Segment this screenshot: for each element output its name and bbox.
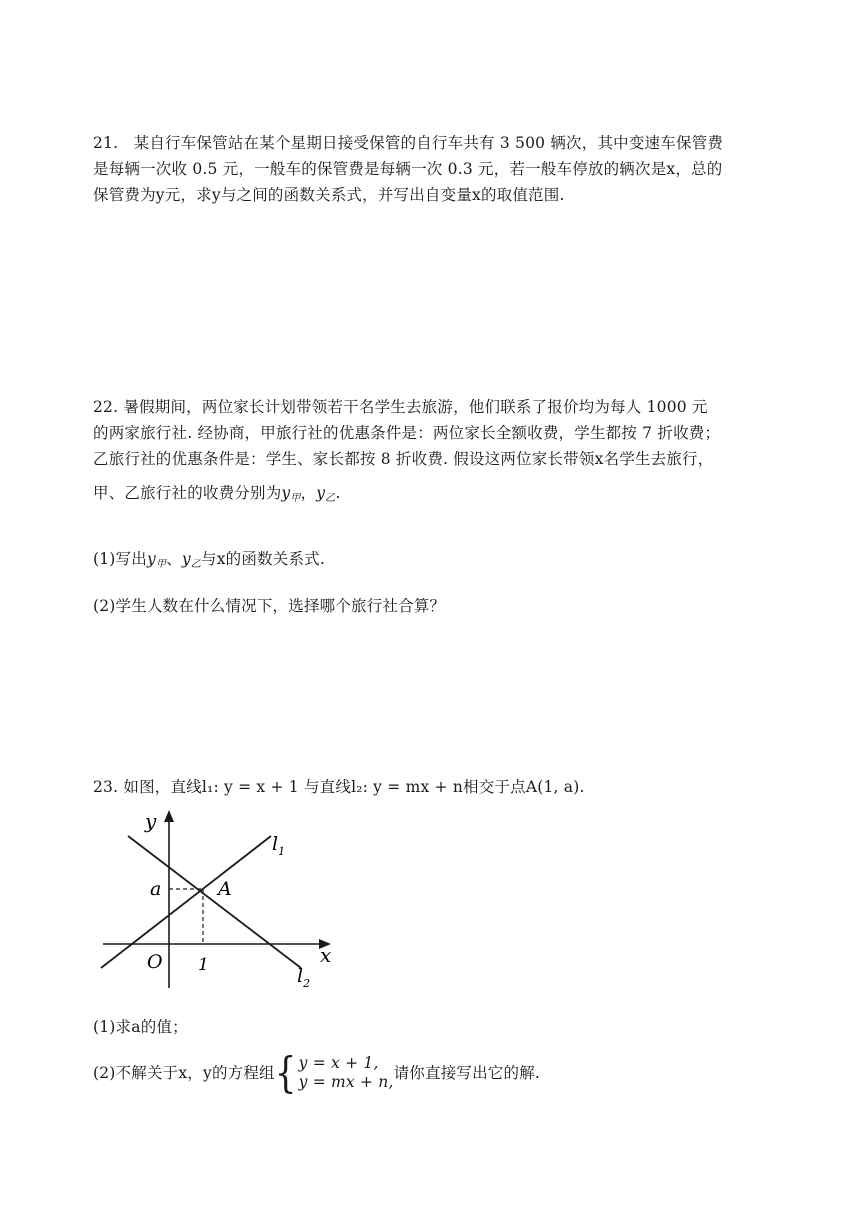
label-A: A <box>218 878 232 900</box>
label-l1: $l_1$ <box>272 833 286 858</box>
label-x: x <box>320 943 332 967</box>
q22-line-2: 的两家旅行社. 经协商，甲旅行社的优惠条件是：两位家长全额收费，学生都按 7 折收费； <box>93 424 721 442</box>
q21-line-3: 保管费为y元，求y与之间的函数关系式，并写出自变量x的取值范围. <box>93 186 565 204</box>
q21-line-1: 21. 某自行车保管站在某个星期日接受保管的自行车共有 3 500 辆次，其中变速车保管费 <box>93 134 724 152</box>
question-23: 23. 如图，直线l₁: y = x + 1 与直线l₂: y = mx + n相交于点A(1, a). <box>93 778 585 796</box>
question-22 <box>93 394 773 512</box>
q21-line-2: 是每辆一次收 0.5 元，一般车的保管费是每辆一次 0.3 元，若一般车停放的辆次是x，总的 <box>93 160 723 178</box>
q22-part-2: (2)学生人数在什么情况下，选择哪个旅行社合算？ <box>93 597 446 615</box>
label-1: 1 <box>198 955 209 975</box>
line-l1 <box>101 836 271 968</box>
q22-part-1: (1)写出$y_甲$、$y_乙$与x的函数关系式. <box>93 550 325 570</box>
label-a: a <box>150 878 162 900</box>
q22-line-1: 22. 暑假期间，两位家长计划带领若干名学生去旅游，他们联系了报价均为每人 1000 元 <box>93 398 708 416</box>
q22-line-3: 乙旅行社的优惠条件是：学生、家长都按 8 折收费. 假设这两位家长带领x名学生去旅行， <box>93 450 714 468</box>
y-axis-arrow-icon <box>164 810 174 822</box>
q23-figure <box>95 806 345 996</box>
q22-line-4: 甲、乙旅行社的收费分别为$y_甲$，$y_乙$. <box>93 484 341 504</box>
q23-part-1: (1)求a的值； <box>93 1018 188 1036</box>
label-origin: O <box>147 951 163 973</box>
q23-part-2: (2)不解关于x，y的方程组{ y = x + 1, y = mx + n, 请你直接写出它的解. <box>93 1048 541 1098</box>
line-l2 <box>128 836 301 968</box>
label-y: y <box>145 809 157 833</box>
equation-system: y = x + 1, y = mx + n, <box>298 1054 394 1091</box>
question-21 <box>93 130 773 208</box>
label-l2: $l_2$ <box>297 965 311 990</box>
brace-icon: { <box>274 1048 297 1098</box>
